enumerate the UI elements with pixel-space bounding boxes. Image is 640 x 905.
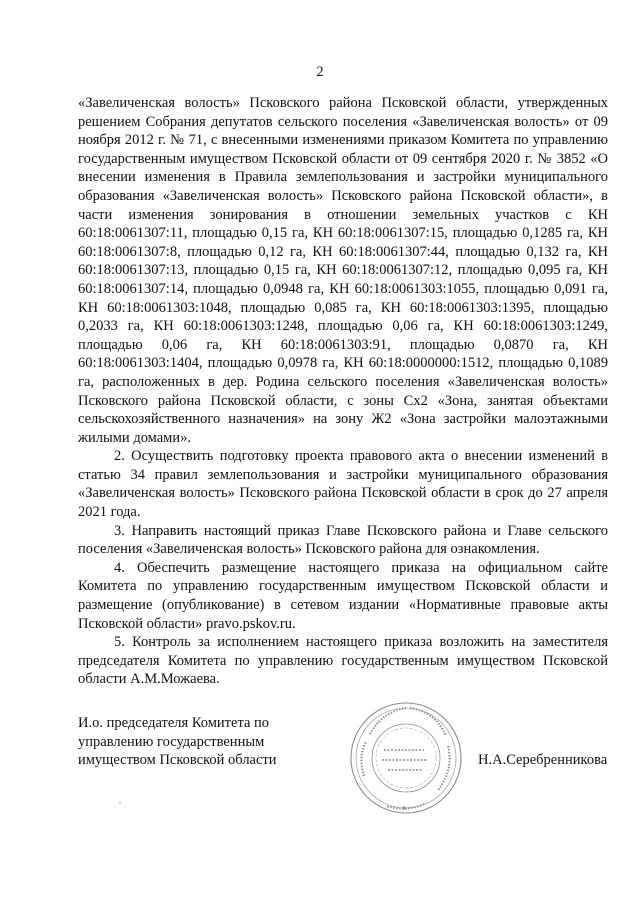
paragraph-1-continuation: «Завеличенская волость» Псковского района Псковской области, утвержденных решением Собрания депутатов сельского поселения «Завеличенская волость» от 09 ноября 2012 г. № 71, с внесенными изменениями приказом Комитета по управлению государственным имуществом Псковской области от 09 сентября 2020 г. № 3852 «О внесении изменения в Правила землепользования и застройки муниципального образования «Завеличенская волость» Псковского района Псковской области», в части изменения зонирования в отношении земельных участков с КН 60:18:0061307:11, площадью 0,15 га, КН 60:18:0061307:15, площадью 0,1285 га, КН 60:18:0061307:8, площадью 0,12 га, КН 60:18:0061307:44, площадью 0,132 га, КН 60:18:0061307:13, площадью 0,15 га, КН 60:18:0061307:12, площадью 0,095 га, КН 60:18:0061307:14, площадью 0,0948 га, КН 60:18:0061303:1055, площадью 0,091 га, КН 60:18:0061303:1048, площадью 0,085 га, КН 60:18:0061303:1395, площадью 0,2033 га, КН 60:18:0061303:1248, площадью 0,06 га, КН 60:18:0061303:1249, площадью 0,06 га, КН 60:18:0061303:91, площадью 0,0870 га, КН 60:18:0061303:1404, площадью 0,0978 га, КН 60:18:0000000:1512, площадью 0,1089 га, расположенных в дер. Родина сельского поселения «Завеличенская волость» Псковского района Псковской области, с зоны Сх2 «Зона, занятая объектами сельскохозяйственного назначения» на зону Ж2 «Зона застройки малоэтажными жилыми домами».	[78, 95, 608, 446]
paragraph-3: 3. Направить настоящий приказ Главе Псковского района и Главе сельского поселения «Завеличенская волость» Псковского района для ознакомления.	[78, 522, 608, 558]
paragraph-4: 4. Обеспечить размещение настоящего приказа на официальном сайте Комитета по управлению государственным имуществом Псковской области и размещение (опубликование) в сетевом издании «Нормативные правовые акты Псковской области» pravo.pskov.ru.	[78, 559, 608, 632]
signatory-title-line-2: управлению государственным	[78, 733, 265, 750]
paragraph-5: 5. Контроль за исполнением настоящего приказа возложить на заместителя председателя Комитета по управлению государственным имуществом Псковской области А.М.Можаева.	[78, 634, 608, 688]
signatory-title-line-3: имуществом Псковской области	[78, 752, 277, 769]
official-stamp-seal	[348, 696, 464, 820]
signatory-name: Н.А.Серебренникова	[478, 752, 608, 768]
scan-speck	[119, 802, 121, 804]
document-body	[78, 94, 608, 689]
paragraph-2: 2. Осуществить подготовку проекта правового акта о внесении изменений в статью 34 правил землепользования и застройки муниципального образования «Завеличенская волость» Псковского района Псковской области в срок до 27 апреля 2021 года.	[78, 448, 608, 521]
page-number: 2	[316, 64, 324, 80]
signatory-title	[78, 714, 277, 770]
signatory-title-line-1: И.о. председателя Комитета по	[78, 715, 270, 731]
